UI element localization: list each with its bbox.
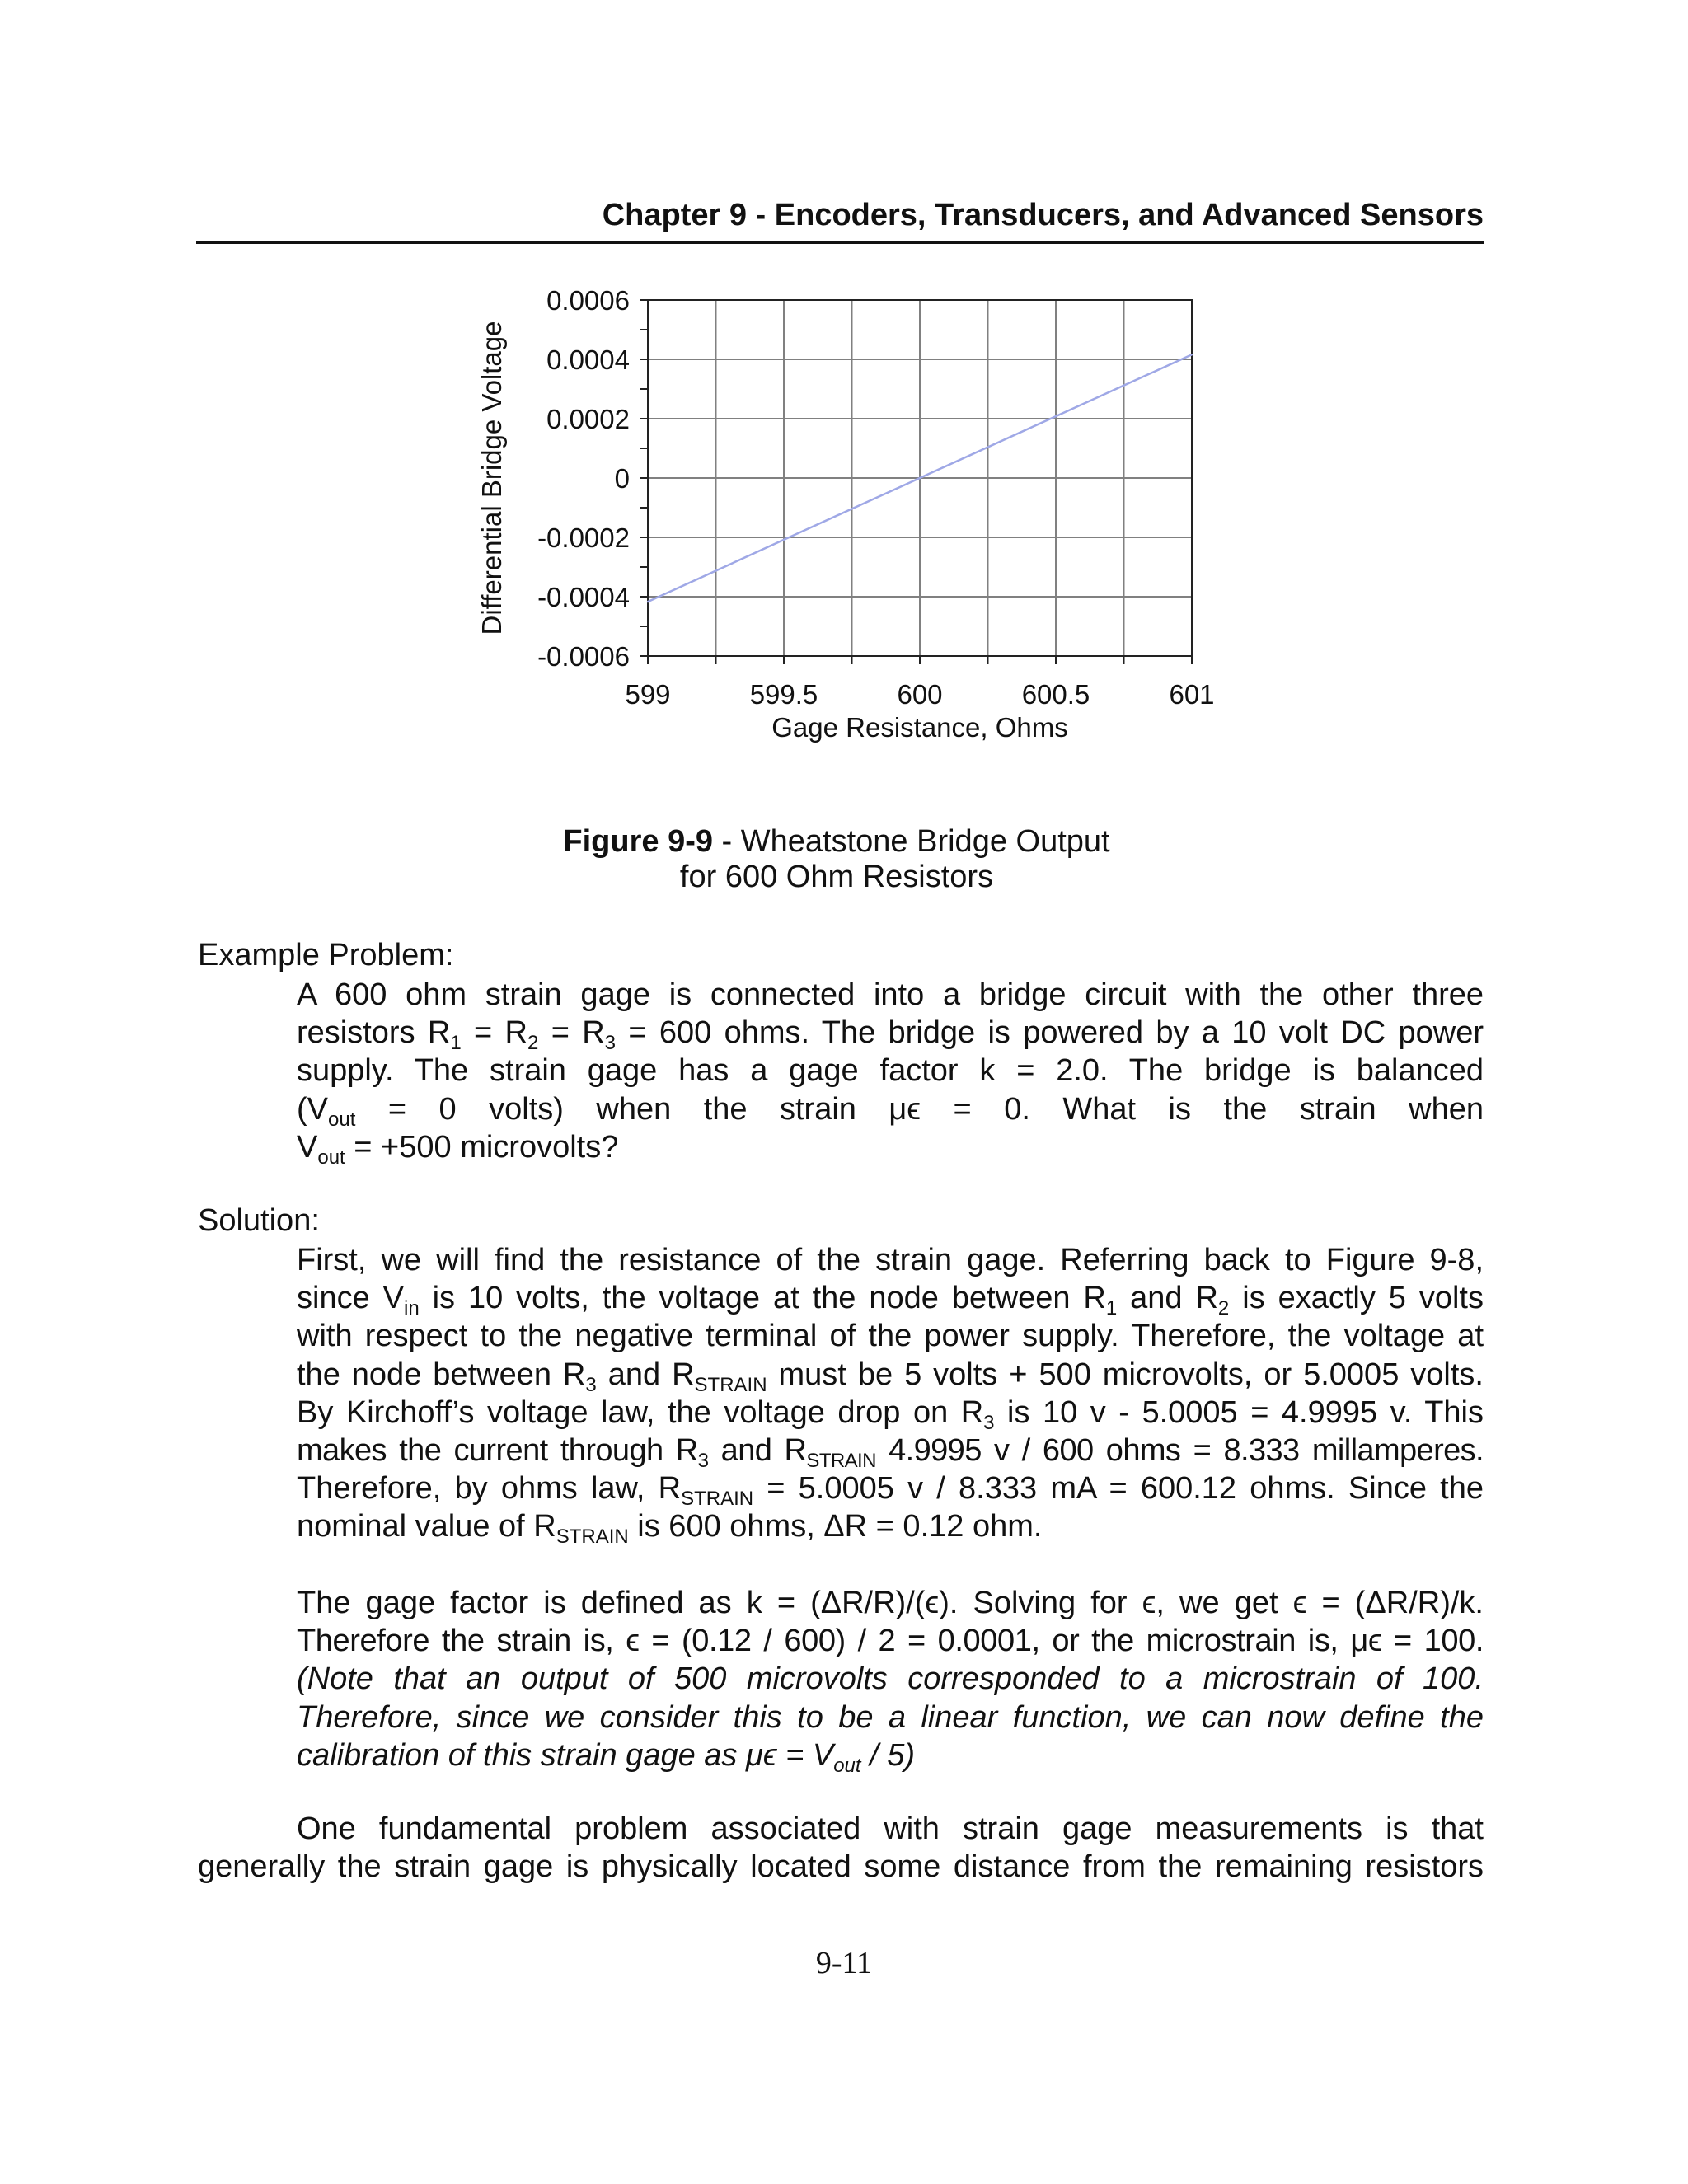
x-tick-label: 600.5	[1021, 679, 1090, 710]
closing-line-2: generally the strain gage is physically located some distance from the remaining resistors	[198, 1849, 1484, 1884]
solution-p2-line-1: The gage factor is defined as k = (ΔR/R)/(ϵ). Solving for ϵ, we get ϵ = (ΔR/R)/k.	[297, 1586, 1484, 1620]
x-tick-label: 601	[1169, 679, 1215, 710]
y-tick-label: -0.0004	[537, 582, 630, 612]
solution-line-3: with respect to the negative terminal of the power supply. Therefore, the voltage at	[297, 1319, 1484, 1354]
solution-p2-line-5: calibration of this strain gage as $\mu\epsilon = V_{out} / 5$)	[297, 1737, 916, 1777]
solution-line-6: makes the current through $R_3$ and $R_{STRAIN}$ 4.9995 v / 600 ohms = 8.333 millamperes.	[297, 1433, 1484, 1473]
solution-line-1: First, we will find the resistance of the strain gage. Referring back to Figure 9-8,	[297, 1243, 1484, 1277]
page-number: 9-11	[815, 1946, 873, 1980]
y-tick-label: 0.0002	[546, 404, 630, 434]
y-tick-label: 0.0004	[546, 344, 630, 375]
page-header	[196, 198, 1484, 244]
solution-heading: Solution:	[198, 1203, 320, 1238]
bridge-output-chart	[462, 279, 1220, 748]
solution-p2-line-3: (Note that an output of 500 microvolts corresponded to a microstrain of 100.	[297, 1661, 1484, 1697]
figure-caption-line2: for 600 Ohm Resistors	[679, 860, 994, 894]
x-axis-label: Gage Resistance, Ohms	[771, 712, 1068, 743]
figure-caption-line1: - Wheatstone Bridge Output	[713, 824, 1110, 859]
x-tick-label: 599	[625, 679, 671, 710]
solution-line-4: the node between $R_3$ and $R_{STRAIN}$ must be 5 volts + 500 microvolts, or 5.0005 volts.	[297, 1357, 1484, 1396]
solution-p2-line-2: Therefore the strain is, ϵ = (0.12 / 600) / 2 = 0.0001, or the microstrain is, μϵ = 100.	[297, 1624, 1484, 1659]
example-line-3: supply. The strain gage has a gage factor k = 2.0. The bridge is balanced	[297, 1053, 1484, 1089]
solution-line-5: By Kirchoff’s voltage law, the voltage drop on $R_3$ is 10 v - 5.0005 = 4.9995 v. This	[297, 1394, 1484, 1434]
solution-paragraph-2	[297, 1584, 1484, 1777]
data-point	[647, 601, 649, 602]
x-tick-label: 600	[897, 679, 943, 710]
chapter-title: Chapter 9 - Encoders, Transducers, and Advanced Sensors	[602, 198, 1484, 232]
example-heading: Example Problem:	[198, 938, 454, 972]
data-point	[783, 539, 785, 541]
solution-line-2: since $V_{in}$ is 10 volts, the voltage at the node between $R_1$ and $R_2$ is exactly 5 volts	[297, 1281, 1484, 1320]
solution-line-7: Therefore, by ohms law, $R_{STRAIN} = 5.0005$ v / 8.333 mA = 600.12 ohms. Since the	[297, 1471, 1484, 1511]
solution-paragraph-1	[297, 1241, 1484, 1549]
example-line-4: ($V_{out} = 0$ volts) when the strain μϵ = 0. What is the strain when	[297, 1091, 1484, 1131]
solution-p2-line-4: Therefore, since we consider this to be a linear function, we can now define the	[297, 1699, 1484, 1735]
figure-caption	[462, 824, 1212, 895]
y-tick-label: -0.0002	[537, 523, 630, 553]
data-point	[1191, 354, 1193, 355]
y-tick-label: 0.0006	[546, 285, 630, 316]
y-tick-label: -0.0006	[537, 641, 630, 672]
example-line-2: resistors $R_1 = R_2 = R_3 = 600$ ohms. The bridge is powered by a 10 volt DC power	[297, 1015, 1484, 1055]
y-axis-label: Differential Bridge Voltage	[476, 321, 507, 635]
example-line-5: $V_{out} = +500$ microvolts?	[297, 1129, 619, 1169]
y-tick-label: 0	[614, 463, 630, 494]
data-point	[1055, 415, 1057, 417]
closing-paragraph	[198, 1810, 1484, 1886]
figure-label: Figure 9-9	[563, 824, 713, 859]
example-line-1: A 600 ohm strain gage is connected into a bridge circuit with the other three	[297, 977, 1484, 1012]
closing-line-1: One fundamental problem associated with strain gage measurements is that	[297, 1811, 1484, 1846]
solution-line-8: nominal value of $R_{STRAIN}$ is 600 ohms, ΔR = 0.12 ohm.	[297, 1509, 1043, 1549]
x-tick-label: 599.5	[749, 679, 818, 710]
data-point	[919, 477, 921, 479]
example-problem-text	[297, 976, 1484, 1169]
